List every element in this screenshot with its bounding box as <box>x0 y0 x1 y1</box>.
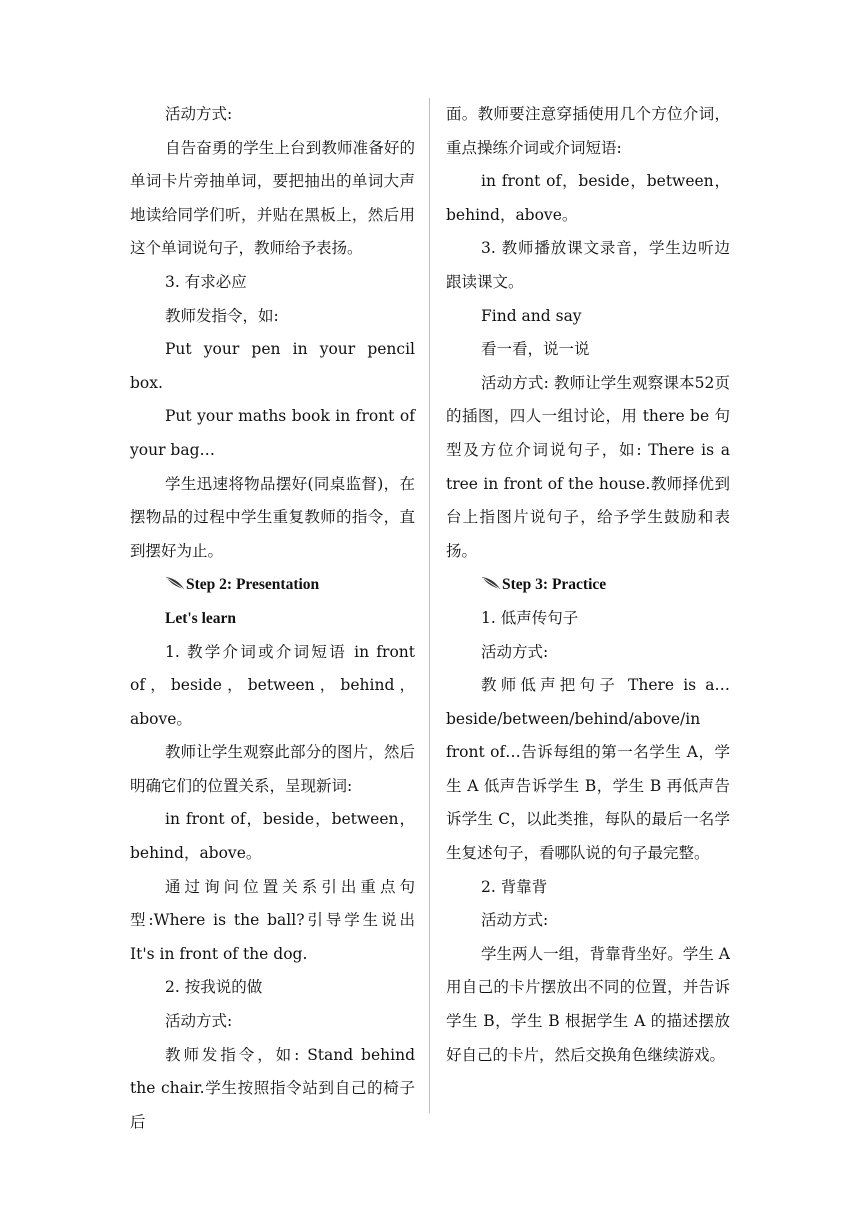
paragraph-whisper-sentence: 教师低声把句子 There is a…beside/between/behind/above/in front of…告诉每组的第一名学生 A，学生 A 低声告诉学生 B，学生 B 再低声告诉学生 C，以此类推，每队的最后一名学生复述句子，看哪队说的句子最完整。 <box>446 676 730 863</box>
paragraph-activity-method-2: 活动方式: <box>165 1012 233 1031</box>
paragraph-there-be: 活动方式: 教师让学生观察课本52页的插图，四人一组讨论，用 there be 句型及方位介词说句子，如: There is a tree in front of the house.教师择优到台上指图片说句子，给予学生鼓励和表扬。 <box>446 373 730 560</box>
preposition-list: in front of，beside，between，behind，above。 <box>130 810 415 863</box>
preposition-list-2: in front of，beside，between，behind，above。 <box>446 172 730 224</box>
quill-pen-icon <box>481 569 501 583</box>
activity-heading-whisper: 1. 低声传句子 <box>481 608 579 627</box>
paragraph-play-recording: 3. 教师播放课文录音，学生边听边跟读课文。 <box>446 239 730 291</box>
paragraph-word-cards: 自告奋勇的学生上台到教师准备好的单词卡片旁抽单词，要把抽出的单词大声地读给同学们听，并贴在黑板上，然后用这个单词说句子，教师给予表扬。 <box>130 138 415 258</box>
column-divider <box>429 98 430 1113</box>
paragraph-students-arrange: 学生迅速将物品摆好(同桌监督)，在摆物品的过程中学生重复教师的指令，直到摆好为止。 <box>130 474 415 560</box>
paragraph-activity-method-4: 活动方式: <box>481 911 549 930</box>
paragraph-back-to-back: 学生两人一组，背靠背坐好。学生 A 用自己的卡片摆放出不同的位置，并告诉学生 B，学生 B 根据学生 A 的描述摆放好自己的卡片，然后交换角色继续游戏。 <box>446 944 730 1064</box>
example-sentence-1: Put your pen in your pencil box. <box>130 340 415 392</box>
paragraph-key-sentence: 通过询问位置关系引出重点句型:Where is the ball?引导学生说出 It's in front of the dog. <box>130 877 415 963</box>
find-and-say-heading: Find and say <box>481 306 582 325</box>
right-column <box>446 98 730 1072</box>
activity-heading-3: 3. 有求必应 <box>165 272 247 291</box>
activity-heading-2: 2. 按我说的做 <box>165 978 263 997</box>
lets-learn-heading: Let's learn <box>165 609 237 627</box>
left-column <box>130 98 415 1139</box>
quill-pen-icon <box>165 569 185 583</box>
step-2-title: Step 2: Presentation <box>186 576 320 594</box>
paragraph-teach-prepositions: 1. 教学介词或介词短语 in front of，beside，between，behind，above。 <box>130 642 415 728</box>
look-and-say-subheading: 看一看，说一说 <box>481 340 590 359</box>
paragraph-activity-method-3: 活动方式: <box>481 642 549 661</box>
paragraph-teacher-command: 教师发指令，如: <box>165 306 279 325</box>
paragraph-stand-behind: 教师发指令，如: Stand behind the chair.学生按照指令站到自己的椅子后 <box>130 1045 415 1131</box>
step-3-title: Step 3: Practice <box>502 576 607 594</box>
paragraph-observe-pictures: 教师让学生观察此部分的图片，然后明确它们的位置关系，呈现新词: <box>130 743 415 795</box>
step-2-heading <box>130 568 415 602</box>
paragraph-activity-method: 活动方式: <box>165 105 233 123</box>
step-3-heading <box>446 568 730 602</box>
paragraph-continued: 面。教师要注意穿插使用几个方位介词，重点操练介词或介词短语: <box>446 105 730 157</box>
example-sentence-2: Put your maths book in front of your bag… <box>130 407 415 459</box>
activity-heading-back-to-back: 2. 背靠背 <box>481 877 548 896</box>
